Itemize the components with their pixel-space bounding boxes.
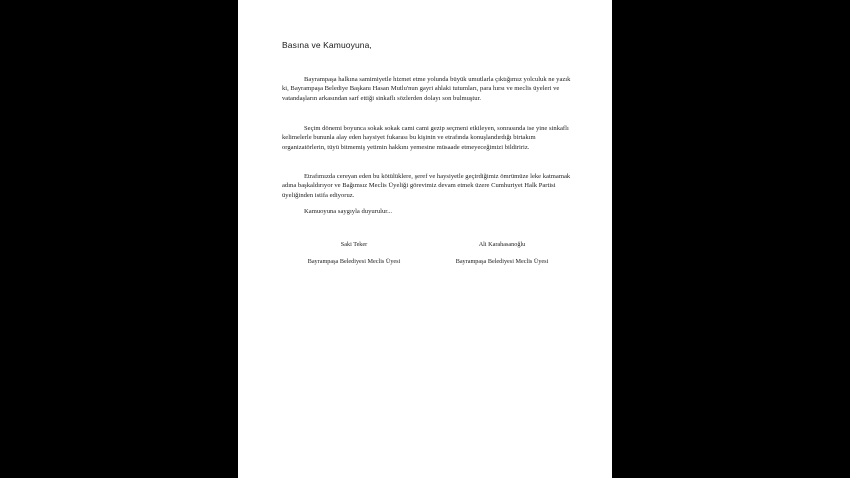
signatory-1-title: Bayrampaşa Belediyesi Meclis Üyesi [307,258,401,265]
salutation: Basına ve Kamuoyuna, [282,40,372,50]
closing-line: Kamuoyuna saygıyla duyurulur... [304,208,393,215]
letter-page [238,0,612,478]
signatory-2-name: Ali Karahasanoğlu [478,241,526,248]
paragraph-2: Seçim dönemi boyunca sokak sokak cami cami gezip seçmeni etkileyen, sonrasında ise yine sinkaflı kelimelerle bununla alay eden haysiyet fukarası bu kişinin ve etrafında konuşlandırdığı birtakım organizatörlerin, tüyü bitmemiş yetimin hakkını yemesine müsaade etmeyeceğimizi bildiririz. [282,125,569,151]
signatory-2-title: Bayrampaşa Belediyesi Meclis Üyesi [455,258,549,265]
signatory-1-name: Saki Teker [340,241,368,248]
paragraph-3: Etrafımızda cereyan eden bu kötülüklere, şeref ve haysiyetle geçirdiğimiz ömrümüze leke katmamak adına başkaldırıyor ve Bağımsız Meclis Üyeliği görevimiz devam etmek üzere Cumhuriyet Halk Partisi üyeliğinden istifa ediyoruz. [282,173,571,199]
paragraph-1: Bayrampaşa halkına samimiyetle hizmet etme yolunda büyük umutlarla çıktığımız yolculuk ne yazık ki, Bayrampaşa Belediye Başkanı Hasan Mutlu'nun gayri ahlaki tutumları, para hırsı ve meclis üyeleri ve vatandaşların arkasından sarf ettiği sinkaflı sözlerden dolayı son bulmuştur. [282,76,571,102]
